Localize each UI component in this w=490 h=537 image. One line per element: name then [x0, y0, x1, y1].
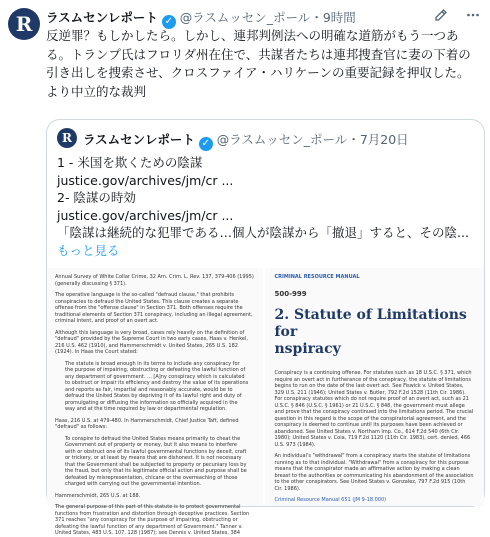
quoted-author-avatar[interactable]: [57, 128, 77, 148]
tweet-line: 反逆罪？もしかしたら。しかし、連邦判例法への明確な道筋がもう一つあ: [46, 28, 459, 43]
quoted-author-handle[interactable]: @ラスムッセン_ポール: [216, 132, 348, 147]
doc-paragraph: Conspiracy is a continuing offense. For statutes such as 18 U.S.C. § 371, which require an overt act in furtherance of the conspiracy, the statute of limitations begins to run on the date of the last overt act. See Fiswick v. United States, 329 U.S. 211 (1946); United States v. Butler, 792 F.2d 1528 (11th Cir. 1986). For conspiracy statutes which do not require proof of an overt act, such as 21 U.S.C. § 846 (U.S.C. § 1961) or 21 U.S.C. § 848, the government must allege and prove that the conspiracy continued into the limitations period. The crucial question in this regard is the scope of the conspiratorial agreement, and the conspiracy is deemed to continue until its purposes have been achieved or abandoned. See United States v. Northam Imp. Co., 614 F.2d 540 (6th Cir. 1980); United States v. Coia, 719 F.2d 1120 (11th Cir. 1983), cert. denied, 466 U.S. 973 (1984).: [274, 370, 474, 448]
doc-paragraph: Annual Survey of White Collar Crime, 32 Am. Crim. L. Rev. 137, 379-406 (1995)(generally discussing § 371).: [55, 274, 254, 287]
doc-section-tag: CRIMINAL RESOURCE MANUAL: [274, 274, 360, 280]
document-image-left[interactable]: [47, 268, 263, 536]
doc-paragraph: The operative language is the so-called "defraud clause," that prohibits conspiracies to defraud the United States. This clause creates a separate offense from the "offense clause" in Section 371. Both offenses require the traditional elements of Section 371 conspiracy, including an illegal agreement, criminal intent, and proof of an overt act.: [55, 292, 253, 324]
doc-blockquote: The statute is broad enough in its terms to include any conspiracy for the purpose of impairing, obstructing or defeating the lawful function of any department of government. ... [A]ny conspiracy which is calculated to obstruct or impair its efficiency and destroy the value of its operations and reports as fair, impartial and reasonably accurate, would be to defraud the United States by depriving it of its lawful right and duty of promulgating or diffusing the information so officially acquired in the way and at the time required by law or departmental regulation.: [65, 360, 249, 412]
doc-citation: Hammerschmidt, 265 U.S. at 188.: [55, 492, 141, 499]
edit-icon[interactable]: [434, 8, 448, 26]
doc-paragraph: The general purpose of this part of this statute is to protect governmental functions from frustration and distortion through deceptive practices. Section 371 reaches "any conspiracy for the purpose of impairing, obstructing or defeating the lawful function of any department of Government." Tanner v. United States, 483 U.S. 107, 128 (1987); see Dennis v. United States, 384: [55, 504, 250, 536]
avatar-letter: R: [15, 12, 33, 36]
doc-paragraph: Although this language is very broad, cases rely heavily on the definition of "defraud" provided by the Supreme Court in two early cases, Haas v. Henkel, 216 U.S. 462 (1910), and Hammerschmidt v. United States, 265 U.S. 182 (1924). In Haas the Court stated:: [55, 329, 248, 355]
author-name[interactable]: ラスムセンレポート: [46, 10, 158, 25]
tweet-header: [46, 8, 420, 29]
doc-title: [275, 307, 475, 358]
quoted-link[interactable]: justice.gov/archives/jm/cr ...: [57, 172, 234, 188]
quoted-line: 1 - 米国を欺くための陰謀: [57, 155, 203, 170]
avatar-letter: R: [62, 131, 72, 145]
doc-title-line: nspiracy: [274, 341, 341, 357]
quoted-author-name[interactable]: ラスムセンレポート: [83, 132, 195, 147]
doc-number: 500-999: [274, 289, 307, 298]
doc-title-line: 2. Statute of Limitations for: [274, 307, 467, 340]
document-image-right[interactable]: [265, 268, 485, 506]
verified-badge-icon: ✓: [162, 15, 176, 29]
author-handle[interactable]: @ラスムッセン_ポール: [179, 10, 311, 25]
quoted-link[interactable]: justice.gov/archives/jm/cr ...: [57, 207, 234, 223]
tweet-actions: [434, 8, 480, 26]
quoted-tweet[interactable]: [46, 119, 485, 536]
tweet-time[interactable]: ・9時間: [310, 10, 356, 25]
tweet-text: [46, 27, 480, 101]
quoted-line: 「陰謀は継続的な犯罪である…個人が陰謀から「撤退」すると、その陰...: [57, 225, 469, 240]
show-more-link[interactable]: もっと見る: [57, 242, 120, 258]
quoted-text: [57, 154, 474, 259]
quoted-date[interactable]: ・7月20日: [347, 132, 409, 147]
more-icon[interactable]: [466, 8, 480, 26]
quoted-media: [47, 268, 484, 536]
verified-badge-icon: ✓: [199, 137, 213, 151]
doc-citation: Haas, 216 U.S. at 479-480. In Hammerschmidt, Chief Justice Taft, defined "defraud" as follows:: [55, 417, 239, 430]
quoted-header: [83, 130, 409, 151]
tweet-line: より中立的な裁判: [46, 83, 147, 99]
quoted-line: 2- 陰謀の時効: [57, 190, 136, 205]
doc-link: Criminal Resource Manual 651 (JM 9-18.000): [274, 497, 387, 503]
tweet-line: る。トランプ氏はフロリダ州在住で、共謀者たちは連邦捜査官に妻の下着の: [46, 46, 471, 62]
tweet-line: 引き出しを捜索させ、クロスファイア・ハリケーンの重要記録を押収した。: [46, 65, 470, 80]
author-avatar[interactable]: [8, 8, 40, 40]
doc-paragraph: An individual's "withdrawal" from a conspiracy starts the statute of limitations running as to that individual. "Withdrawal" from a conspiracy for this purpose means that the conspirator made an affirmative action by making a clean breast to the authorities or communicating his abandonment of the association to the other conspirators. See United States v. Gonzalez, 797 F.2d 915 (10th Cir. 1986).: [274, 453, 474, 492]
doc-blockquote: To conspire to defraud the United States means primarily to cheat the Government out of property or money, but it also means to interfere with or obstruct one of its lawful governmental functions by deceit, craft or trickery, or at least by means that are dishonest. It is not necessary that the Government shall be subjected to property or pecuniary loss by the fraud, but only that its legitimate official action and purpose shall be defeated by misrepresentation, chicane or the overreaching of those charged with carrying out the governmental intention.: [65, 435, 247, 487]
